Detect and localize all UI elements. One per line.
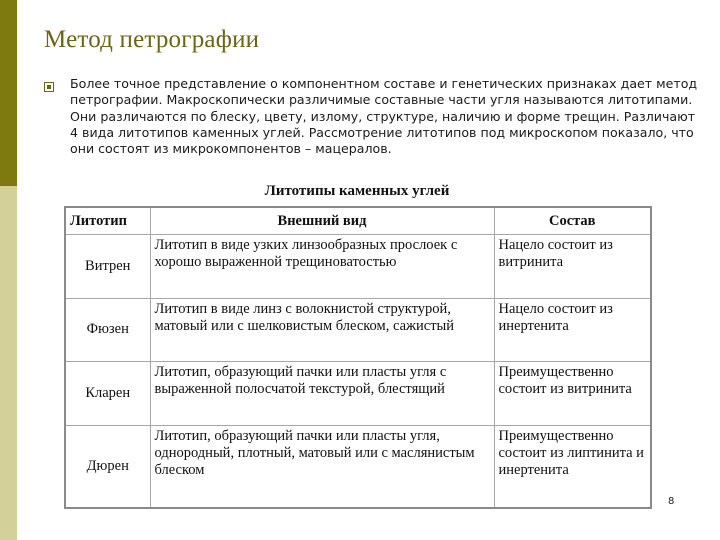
sidebar-accent-light [0,186,17,540]
page-title: Метод петрографии [44,26,260,53]
square-bullet-icon [44,82,54,92]
table-row [65,235,651,299]
table-caption: Литотипы каменных углей [264,183,450,199]
lithotype-appearance: Литотип, образующий пачки или пласты угля, однородный, плотный, матовый или с маслянистым блеском [150,425,494,508]
lithotype-name: Кларен [65,362,150,426]
table-header-row [65,207,651,235]
lithotype-name: Фюзен [65,298,150,362]
lithotype-composition: Преимущественно состоит из липтинита и инертенита [494,425,651,508]
lithotype-composition: Нацело состоит из витринита [494,235,651,299]
lithotype-appearance: Литотип, образующий пачки или пласты угля с выраженной полосчатой текстурой, блестящий [150,362,494,426]
table-row [65,425,651,508]
lithotype-composition: Нацело состоит из инертенита [494,298,651,362]
table-row [65,298,651,362]
lithotype-composition: Преимущественно состоит из витринита [494,362,651,426]
lithotype-appearance: Литотип в виде линз с волокнистой структурой, матовый или с шелковистым блеском, сажистый [150,298,494,362]
header-lithotype: Литотип [65,207,150,235]
body-paragraph: Более точное представление о компонентном составе и генетических признаках дает метод петрографии. Макроскопически различимые составные части угля называются литотипами. Они различаются по блеску, цвету, излому, структуре, наличию и форме трещин. Различают 4 вида литотипов каменных углей. Рассмотрение литотипов под микроскопом показало, что они состоят из микрокомпонентов – мацералов. [70,76,698,157]
lithotype-appearance: Литотип в виде узких линзообразных прослоек с хорошо выраженной трещиноватостью [150,235,494,299]
header-appearance: Внешний вид [150,207,494,235]
lithotype-name: Витрен [65,235,150,299]
lithotype-name: Дюрен [65,425,150,508]
page-number: 8 [668,496,675,507]
lithotype-table [64,206,652,509]
table-row [65,362,651,426]
header-composition: Состав [494,207,651,235]
